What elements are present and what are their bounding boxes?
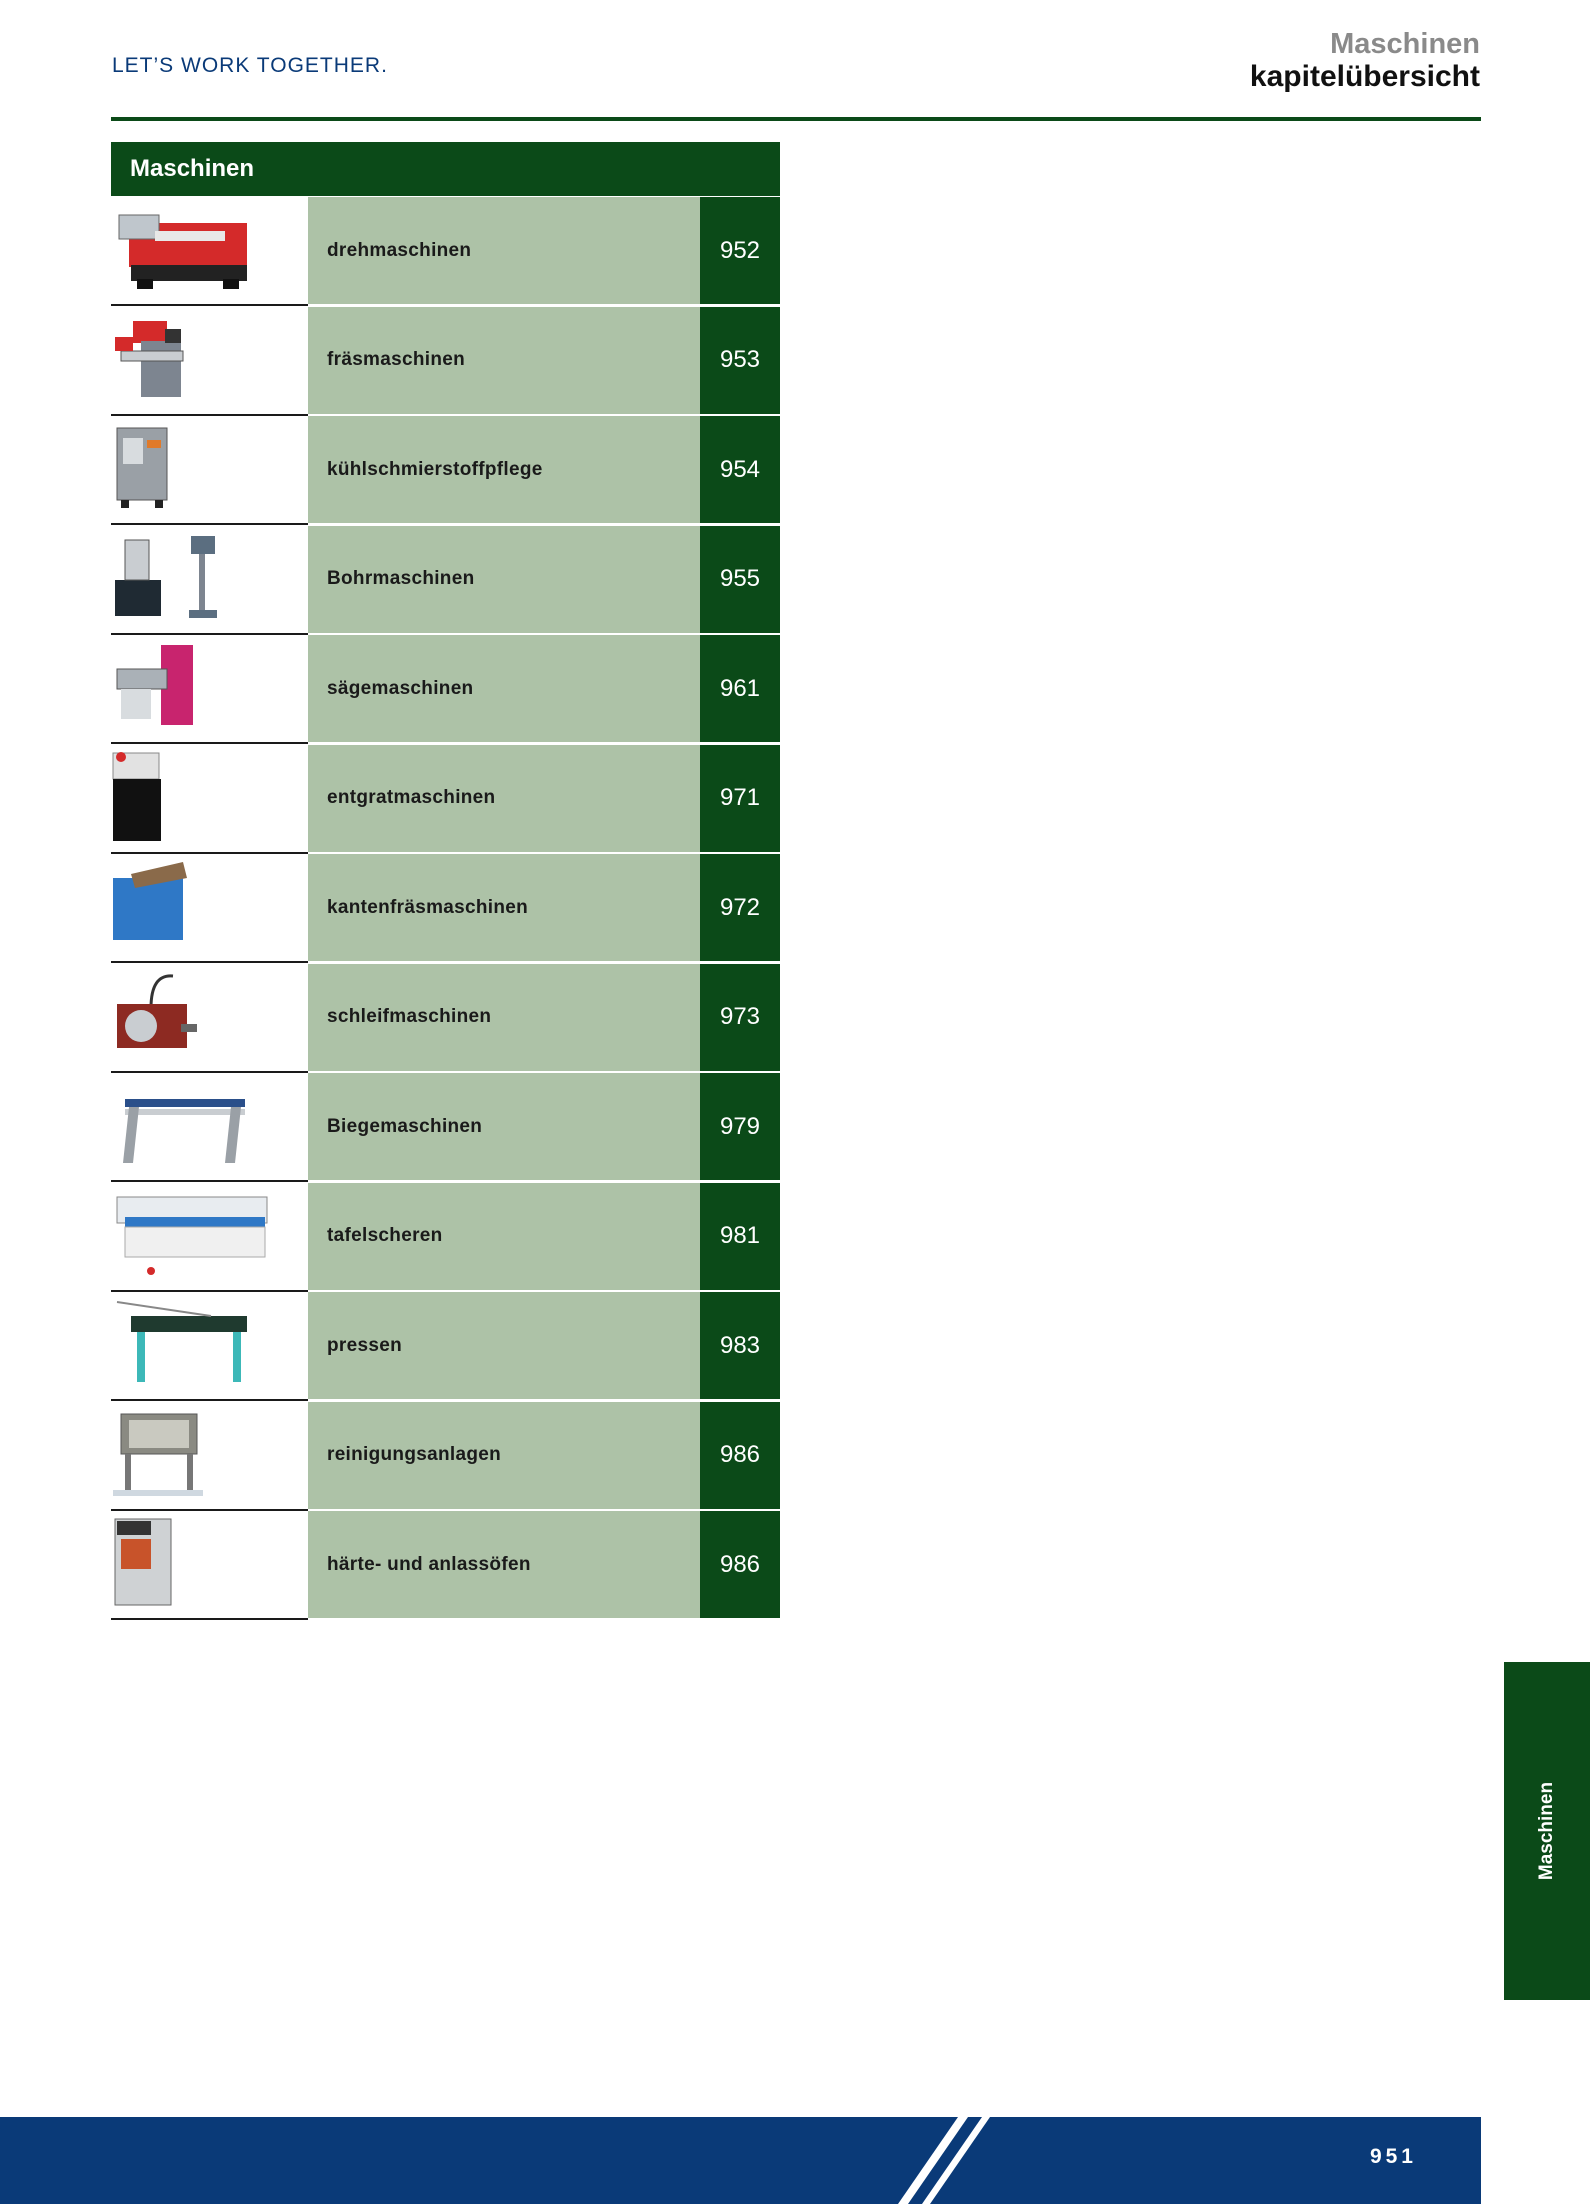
- row-label: pressen: [327, 1334, 402, 1356]
- row-label: härte- und anlassöfen: [327, 1553, 531, 1575]
- footer-bar: [0, 2117, 1481, 2204]
- table-row[interactable]: [111, 854, 780, 964]
- table-row[interactable]: [111, 526, 780, 636]
- press-icon: [111, 1292, 308, 1401]
- side-tab-label: Maschinen: [1536, 1781, 1557, 1881]
- page-number[interactable]: 973: [700, 964, 780, 1073]
- cleaning-station-icon: [111, 1402, 308, 1511]
- table-row[interactable]: [111, 1073, 780, 1183]
- table-row[interactable]: [111, 197, 780, 307]
- side-tab[interactable]: [1504, 1662, 1590, 2000]
- chapter-table: [111, 142, 780, 1621]
- chapter-header: [1250, 26, 1480, 92]
- table-row[interactable]: [111, 1183, 780, 1293]
- table-row[interactable]: [111, 1402, 780, 1512]
- page-number[interactable]: 986: [700, 1402, 780, 1511]
- row-label: drehmaschinen: [327, 239, 472, 261]
- row-label: kühlschmierstoffpflege: [327, 458, 543, 480]
- row-label: kantenfräsmaschinen: [327, 896, 529, 918]
- page-number[interactable]: 971: [700, 745, 780, 854]
- saw-machine-icon: [111, 635, 308, 744]
- row-label: schleifmaschinen: [327, 1006, 492, 1027]
- edge-milling-machine-icon: [111, 854, 308, 963]
- row-label: Bohrmaschinen: [327, 568, 475, 589]
- page-number[interactable]: 979: [700, 1073, 780, 1182]
- bending-machine-icon: [111, 1073, 308, 1182]
- table-row[interactable]: [111, 416, 780, 526]
- table-row[interactable]: [111, 745, 780, 855]
- page-number[interactable]: 955: [700, 526, 780, 635]
- page-number-footer: 951: [1369, 2145, 1417, 2168]
- page-number[interactable]: 986: [700, 1511, 780, 1620]
- slogan: LET’S WORK TOGETHER.: [112, 54, 388, 77]
- section-name: Maschinen: [1330, 28, 1480, 60]
- guillotine-shear-icon: [111, 1183, 308, 1292]
- row-label: entgratmaschinen: [327, 787, 496, 808]
- table-row[interactable]: [111, 635, 780, 745]
- row-label: fräsmaschinen: [327, 349, 466, 370]
- page-number[interactable]: 954: [700, 416, 780, 525]
- table-row[interactable]: [111, 964, 780, 1074]
- page-number[interactable]: 952: [700, 197, 780, 306]
- page-number[interactable]: 972: [700, 854, 780, 963]
- page-title: kapitelübersicht: [1249, 60, 1480, 93]
- row-label: Biegemaschinen: [327, 1115, 483, 1137]
- table-row[interactable]: [111, 1511, 780, 1621]
- milling-machine-icon: [111, 307, 308, 416]
- table-row[interactable]: [111, 1292, 780, 1402]
- drill-press-icon: [111, 526, 308, 635]
- coolant-unit-icon: [111, 416, 308, 525]
- deburring-machine-icon: [111, 745, 308, 854]
- page-number[interactable]: 953: [700, 307, 780, 416]
- row-label: tafelscheren: [327, 1225, 443, 1246]
- page-number[interactable]: 981: [700, 1183, 780, 1292]
- table-heading: Maschinen: [111, 142, 780, 197]
- furnace-icon: [111, 1511, 308, 1620]
- header-divider: [111, 117, 1481, 121]
- grinding-machine-icon: [111, 964, 308, 1073]
- page-number[interactable]: 983: [700, 1292, 780, 1401]
- row-label: sägemaschinen: [327, 677, 474, 699]
- table-row[interactable]: [111, 307, 780, 417]
- footer-slash-decoration: [0, 2117, 1481, 2204]
- lathe-icon: [111, 197, 308, 306]
- page-number[interactable]: 961: [700, 635, 780, 744]
- row-label: reinigungsanlagen: [327, 1444, 502, 1465]
